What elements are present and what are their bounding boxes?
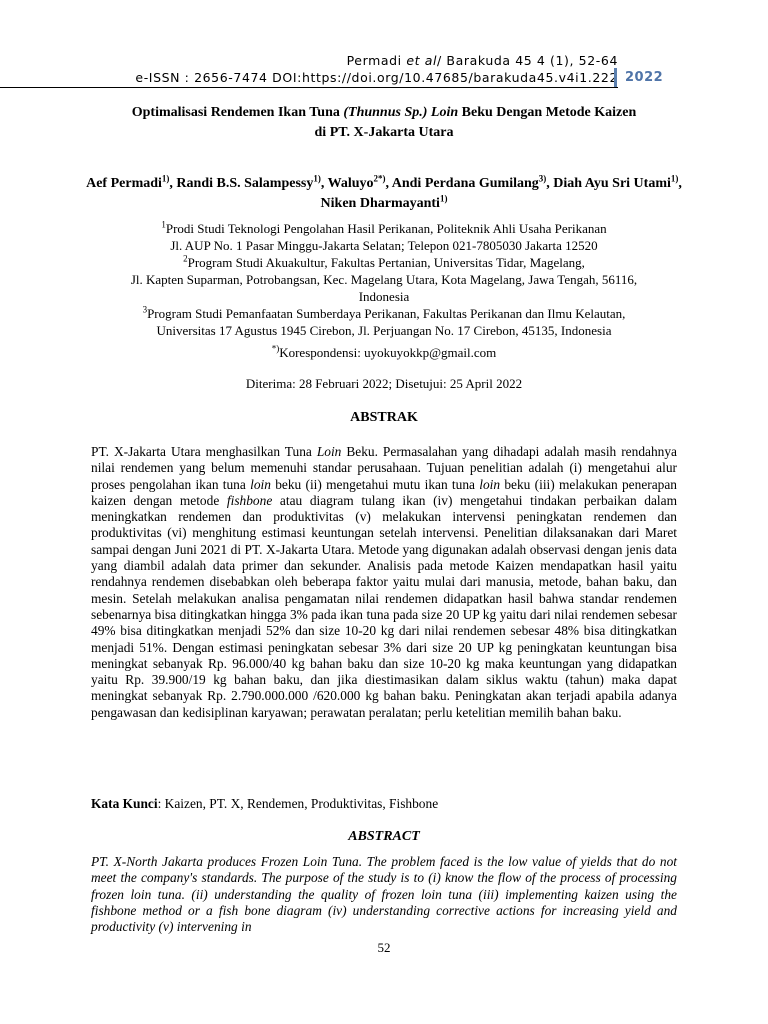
affiliation-text: Universitas 17 Agustus 1945 Cirebon, Jl. Perjuangan No. 17 Cirebon, 45135, Indonesia <box>156 323 612 338</box>
correspondence-mark: *) <box>271 343 280 354</box>
correspondence <box>80 345 688 361</box>
affiliation-text: Jl. AUP No. 1 Pasar Minggu-Jakarta Selatan; Telepon 021-7805030 Jakarta 12520 <box>170 238 598 253</box>
header-citation-rest: / Barakuda 45 4 (1), 52-64 <box>437 53 618 68</box>
author-affiliation-mark: 2*) <box>373 173 386 184</box>
abstrak-heading: ABSTRAK <box>350 410 418 425</box>
header-issn-doi: e-ISSN : 2656-7474 DOI:https://doi.org/10.47685/barakuda45.v4i1.222 <box>135 70 618 85</box>
author-name: Waluyo <box>327 176 374 191</box>
title-part1: Optimalisasi Rendemen Ikan Tuna <box>131 105 344 120</box>
header-year: 2022 <box>614 68 663 87</box>
running-header <box>135 52 618 86</box>
title-line2: di PT. X-Jakarta Utara <box>314 125 454 140</box>
abstrak-text: atau diagram tulang ikan (iv) mengetahui tindakan perbaikan dalam meningkatkan rendemen dan produktivitas (v) melakukan intervensi peningkatan rendemen dan produktivitas (vi) menghitung estimasi keuntungan setelah intervensi. Penelitian dilaksanakan dari Maret sampai dengan Juni 2021 di PT. X-Jakarta Utara. Metode yang digunakan adalah observasi dengan jenis data yang diambil adalah data primer dan sekunder. Analisis pada metode Kaizen mendapatkan hasil yaitu rendahnya rendemen disebabkan oleh beberapa faktor yaitu mulai dari manusia, metode, bahan baku, dan mesin. Setelah melakukan analisa pengamatan nilai rendemen didapatkan hasil bahwa standar rendemen sebenarnya bisa ditingkatkan hingga 3% pada ikan tuna pada size 20 UP kg yaitu dari nilai rendemen sebesar 49% bisa ditingkatkan menjadi 52% dan size 10-20 kg dari nilai rendemen sebesar 48% bisa ditingkatkan menjadi 51%. Dengan estimasi peningkatan sebesar 3% dari size 20 UP kg peningkatan keuntungan bisa meningkat sebanyak Rp. 96.000/40 kg bahan baku dan size 10-20 kg maka keuntungan yang didapatkan yaitu Rp. 39.900/19 kg bahan baku, dan jika diestimasikan dalam siklus waktu (tahun) maka dapat meningkat sebanyak Rp. 2.790.000.000 /620.000 kg bahan baku. Peningkatan akan terjadi apabila adanya pengawasan dan kedisiplinan karyawan; perawatan peralatan; perlu ketelitian memilih bahan baku. <box>91 492 677 720</box>
author-list: Aef Permadi$^{1)}$, Randi B.S. Salampessy$^{1)}$, Waluyo$^{2*)}$, Andi Perdana Gumilang$^{3)}$, Diah Ayu Sri Utami$^{1)}$, Niken Dharmayanti$^{1)}$ <box>86 173 682 211</box>
affiliation-mark: 3 <box>142 304 148 315</box>
correspondence-text: Korespondensi: uyokuyokkp@gmail.com <box>279 345 497 360</box>
abstrak-text: beku (ii) mengetahui mutu ikan tuna <box>270 476 480 492</box>
abstrak-italic-term: Loin <box>316 444 342 459</box>
author-name: Aef Permadi <box>86 176 162 191</box>
header-citation-author: Permadi <box>346 53 407 68</box>
keywords-label: Kata Kunci <box>91 796 158 811</box>
affiliation-line <box>80 237 688 254</box>
affiliation-line <box>80 271 688 288</box>
affiliation-line <box>80 220 688 237</box>
author-affiliation-mark: 1) <box>670 173 679 184</box>
author-name: Andi Perdana Gumilang <box>391 176 539 191</box>
author-affiliation-mark: 3) <box>538 173 547 184</box>
page-number: 52 <box>377 940 391 955</box>
header-citation <box>135 52 618 69</box>
abstrak-text: Beku. Permasalahan yang dihadapi adalah masih rendahnya nilai rendemen yang belum memenuhi standar perusahaan. Tujuan penelitian adalah (i) mengetahui alur proses pengolahan ikan tuna <box>91 444 677 492</box>
abstrak-body <box>91 444 677 721</box>
author-name: Niken Dharmayanti <box>320 196 440 211</box>
affiliation-mark: 2 <box>183 253 188 264</box>
title-species: (Thunnus Sp.) Loin <box>343 105 459 120</box>
abstrak-text: PT. X-Jakarta Utara menghasilkan Tuna <box>91 444 317 459</box>
affiliation-mark: 1 <box>161 219 166 230</box>
header-rule <box>0 87 618 88</box>
author-affiliation-mark: 1) <box>439 193 448 204</box>
paper-title <box>80 103 688 143</box>
author-affiliation-mark: 1) <box>161 173 170 184</box>
affiliation-text: Indonesia <box>358 289 410 304</box>
affiliation-text: Prodi Studi Teknologi Pengolahan Hasil Perikanan, Politeknik Ahli Usaha Perikanan <box>165 221 607 236</box>
abstrak-italic-term: fishbone <box>226 492 273 508</box>
affiliations <box>80 220 688 339</box>
affiliation-line <box>80 254 688 271</box>
affiliation-text: Jl. Kapten Suparman, Potrobangsan, Kec. Magelang Utara, Kota Magelang, Jawa Tengah, 56116, <box>130 272 638 287</box>
title-part2: Beku Dengan Metode Kaizen <box>458 105 637 120</box>
affiliation-line <box>80 305 688 322</box>
received-accepted-dates: Diterima: 28 Februari 2022; Disetujui: 25 April 2022 <box>245 376 523 391</box>
author-affiliation-mark: 1) <box>313 173 321 184</box>
keywords <box>91 796 677 812</box>
author-name: Randi B.S. Salampessy <box>176 176 314 191</box>
header-citation-etal: et al <box>406 53 438 68</box>
affiliation-line <box>80 288 688 305</box>
abstrak-text: beku (iii) melakukan penerapan kaizen dengan metode <box>91 476 678 508</box>
affiliation-text: Program Studi Pemanfaatan Sumberdaya Perikanan, Fakultas Perikanan dan Ilmu Kelautan, <box>147 306 626 321</box>
author-name: Diah Ayu Sri Utami <box>553 176 671 191</box>
affiliation-text: Program Studi Akuakultur, Fakultas Pertanian, Universitas Tidar, Magelang, <box>187 255 585 270</box>
keywords-text: : Kaizen, PT. X, Rendemen, Produktivitas, Fishbone <box>157 796 439 811</box>
abstrak-italic-term: loin <box>250 476 271 492</box>
abstract-body: PT. X-North Jakarta produces Frozen Loin Tuna. The problem faced is the low value of yields that do not meet the company's standards. The purpose of the study is to (i) know the flow of the process of processing frozen loin tuna. (ii) understanding the quality of frozen loin tuna (iii) implementing kaizen using the fishbone method or a fish bone diagram (iv) understanding corrective actions for increasing yield and productivity (v) intervening in <box>91 854 677 935</box>
abstrak-italic-term: loin <box>479 476 501 492</box>
abstract-heading: ABSTRACT <box>348 829 420 844</box>
affiliation-line <box>80 322 688 339</box>
